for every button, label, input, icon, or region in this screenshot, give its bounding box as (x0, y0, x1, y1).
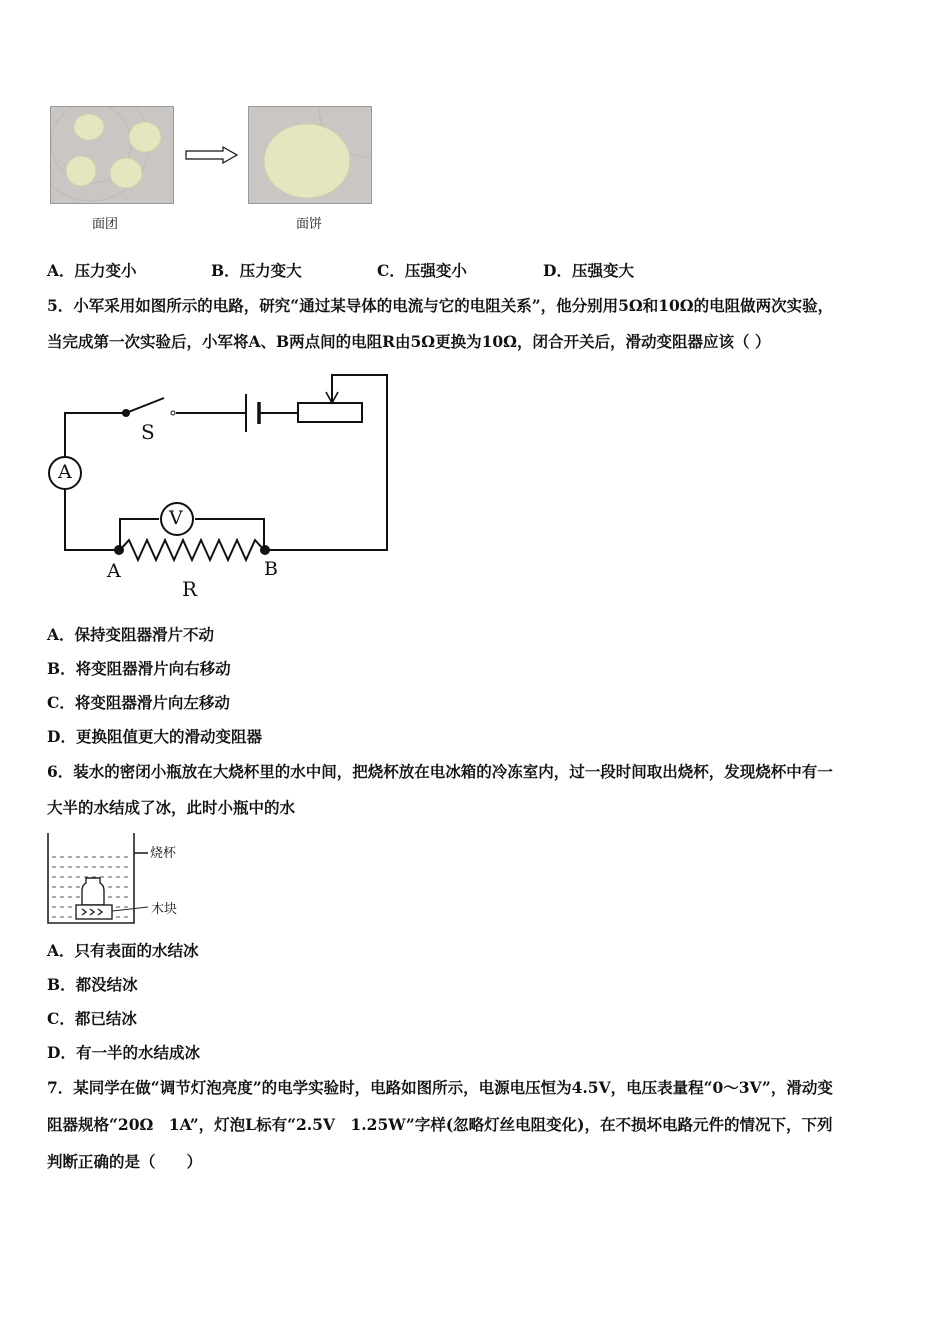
switch-label: S (141, 420, 155, 444)
wood-block-label: 木块 (151, 902, 178, 917)
q6-option-b[interactable] (47, 975, 138, 995)
dough-balls-drawing (51, 107, 173, 203)
q4-option-d[interactable] (543, 261, 634, 281)
q5-option-c[interactable] (47, 693, 230, 713)
cake-caption: 面饼 (296, 217, 323, 232)
point-a-label: A (107, 560, 121, 582)
q5-stem-line-1: 5．小军采用如图所示的电路，研究“通过某导体的电流与它的电阻关系”，他分别用5Ω和10Ω的电阻做两次实验， (47, 296, 834, 315)
point-b-label: B (264, 558, 278, 580)
option-text: 有一半的水结成冰 (75, 1043, 200, 1062)
beaker-label: 烧杯 (150, 846, 177, 861)
q6-stem-line-2: 大半的水结成了冰，此时小瓶中的水 (47, 798, 296, 817)
option-letter: D． (543, 261, 572, 280)
switch-contact-open (171, 411, 175, 415)
option-text: 压强变小 (404, 261, 467, 280)
q6-option-d[interactable] (47, 1043, 200, 1063)
q7-stem-line-3: 判断正确的是（ ） (47, 1152, 203, 1171)
q6-option-c[interactable] (47, 1009, 137, 1029)
option-letter: B． (47, 659, 76, 678)
ammeter-label: A (58, 461, 72, 483)
q5-option-d[interactable] (47, 727, 262, 747)
q6-stem-line-1: 6．装水的密闭小瓶放在大烧杯里的水中间，把烧杯放在电冰箱的冷冻室内，过一段时间取出烧杯，发现烧杯中有一 (47, 762, 833, 781)
voltmeter-label: V (169, 507, 183, 529)
option-text: 将变阻器滑片向左移动 (74, 693, 230, 712)
q6-option-a[interactable] (47, 941, 199, 961)
q5-option-b[interactable] (47, 659, 231, 679)
q5-stem-line-2: 当完成第一次实验后，小军将A、B两点间的电阻R由5Ω更换为10Ω，闭合开关后，滑动变阻器应该（ ） (47, 332, 771, 351)
switch-contact-dot (122, 409, 130, 417)
option-letter: C． (47, 693, 75, 712)
q7-stem-line-2: 阻器规格“20Ω 1A”，灯泡L标有“2.5V 1.25W”字样(忽略灯丝电阻变化)，在不损坏电路元件的情况下，下列 (47, 1115, 833, 1134)
option-text: 都没结冰 (75, 975, 138, 994)
option-text: 压力变大 (239, 261, 302, 280)
junction-b-dot (260, 545, 270, 555)
q6-beaker-diagram (44, 831, 154, 927)
q4-option-b[interactable] (211, 261, 302, 281)
q4-option-c[interactable] (377, 261, 467, 281)
option-text: 压力变小 (74, 261, 137, 280)
option-text: 压强变大 (571, 261, 634, 280)
dough-cake-drawing (249, 107, 371, 203)
option-text: 更换阻值更大的滑动变阻器 (75, 727, 262, 746)
q5-option-a[interactable] (47, 625, 214, 645)
option-letter: D． (47, 727, 76, 746)
q4-option-a[interactable] (47, 261, 137, 281)
option-text: 将变阻器滑片向右移动 (75, 659, 231, 678)
option-letter: C． (47, 1009, 75, 1028)
option-text: 只有表面的水结冰 (74, 941, 199, 960)
option-text: 保持变阻器滑片不动 (74, 625, 215, 644)
option-letter: A． (47, 625, 75, 644)
q7-stem-line-1: 7．某同学在做“调节灯泡亮度”的电学实验时，电路如图所示，电源电压恒为4.5V，电压表量程“0～3V”，滑动变 (47, 1078, 833, 1097)
q5-circuit-diagram (40, 370, 400, 605)
option-letter: B． (211, 261, 240, 280)
right-arrow-icon (185, 146, 239, 164)
option-letter: B． (47, 975, 76, 994)
dough-caption: 面团 (92, 217, 119, 232)
option-text: 都已结冰 (74, 1009, 137, 1028)
option-letter: D． (47, 1043, 76, 1062)
dough-balls-photo (50, 106, 174, 204)
option-letter: C． (377, 261, 405, 280)
option-letter: A． (47, 941, 75, 960)
resistor-label: R (182, 577, 198, 601)
option-letter: A． (47, 261, 75, 280)
dough-cake-photo (248, 106, 372, 204)
bottle-icon (82, 878, 104, 905)
junction-a-dot (114, 545, 124, 555)
